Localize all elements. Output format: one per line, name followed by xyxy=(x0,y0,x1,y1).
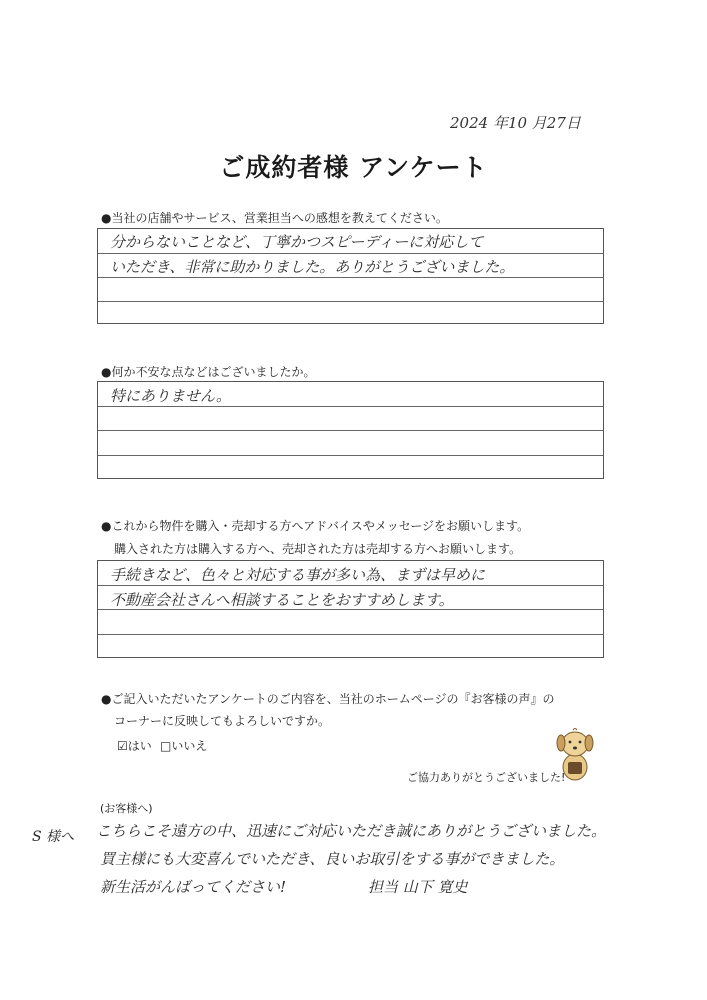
question-1: ●当社の店舗やサービス、営業担当への感想を教えてください。 xyxy=(101,211,448,225)
answer-1-line-1: 分からないことなど、丁寧かつスピーディーに対応して xyxy=(110,233,484,251)
customer-salutation: S 様へ xyxy=(32,829,75,845)
page-title: ご成約者様 アンケート xyxy=(219,153,488,182)
question-3-sub: 購入された方は購入する方へ、売却された方は売却する方へお願いします。 xyxy=(114,542,522,556)
thanks-message: ご協力ありがとうございました! xyxy=(407,771,566,784)
question-3: ●これから物件を購入・売却する方へアドバイスやメッセージをお願いします。 xyxy=(101,519,530,533)
answer-box-2 xyxy=(97,381,604,479)
answer-2-line-1: 特にありません。 xyxy=(110,387,231,405)
customer-message-line-3: 新生活がんばってください! xyxy=(100,878,287,896)
answer-1-line-2: いただき、非常に助かりました。ありがとうございました。 xyxy=(110,258,515,276)
customer-section-label: (お客様へ) xyxy=(100,802,153,815)
customer-message-line-1: こちらこそ遠方の中、迅速にご対応いただき誠にありがとうございました。 xyxy=(96,822,607,840)
answer-3-line-1: 手続きなど、色々と対応する事が多い為、まずは早めに xyxy=(110,566,486,584)
question-2: ●何か不安な点などはございましたか。 xyxy=(101,365,316,379)
customer-message-line-2: 買主様にも大変喜んでいただき、良いお取引をする事ができました。 xyxy=(100,850,565,868)
staff-signature: 担当 山下 寛史 xyxy=(368,878,468,896)
option-yes-checkbox[interactable]: ☑はい xyxy=(117,739,152,753)
question-4-sub: コーナーに反映してもよろしいですか。 xyxy=(114,714,331,728)
question-4: ●ご記入いただいたアンケートのご内容を、当社のホームページの『お客様の声』の xyxy=(101,692,555,706)
survey-date: 2024 年10 月27日 xyxy=(450,114,581,132)
answer-box-1 xyxy=(97,228,604,324)
answer-3-line-2: 不動産会社さんへ相談することをおすすめします。 xyxy=(110,591,454,609)
answer-box-3 xyxy=(97,560,604,658)
option-no-checkbox[interactable]: □いいえ xyxy=(160,739,208,753)
